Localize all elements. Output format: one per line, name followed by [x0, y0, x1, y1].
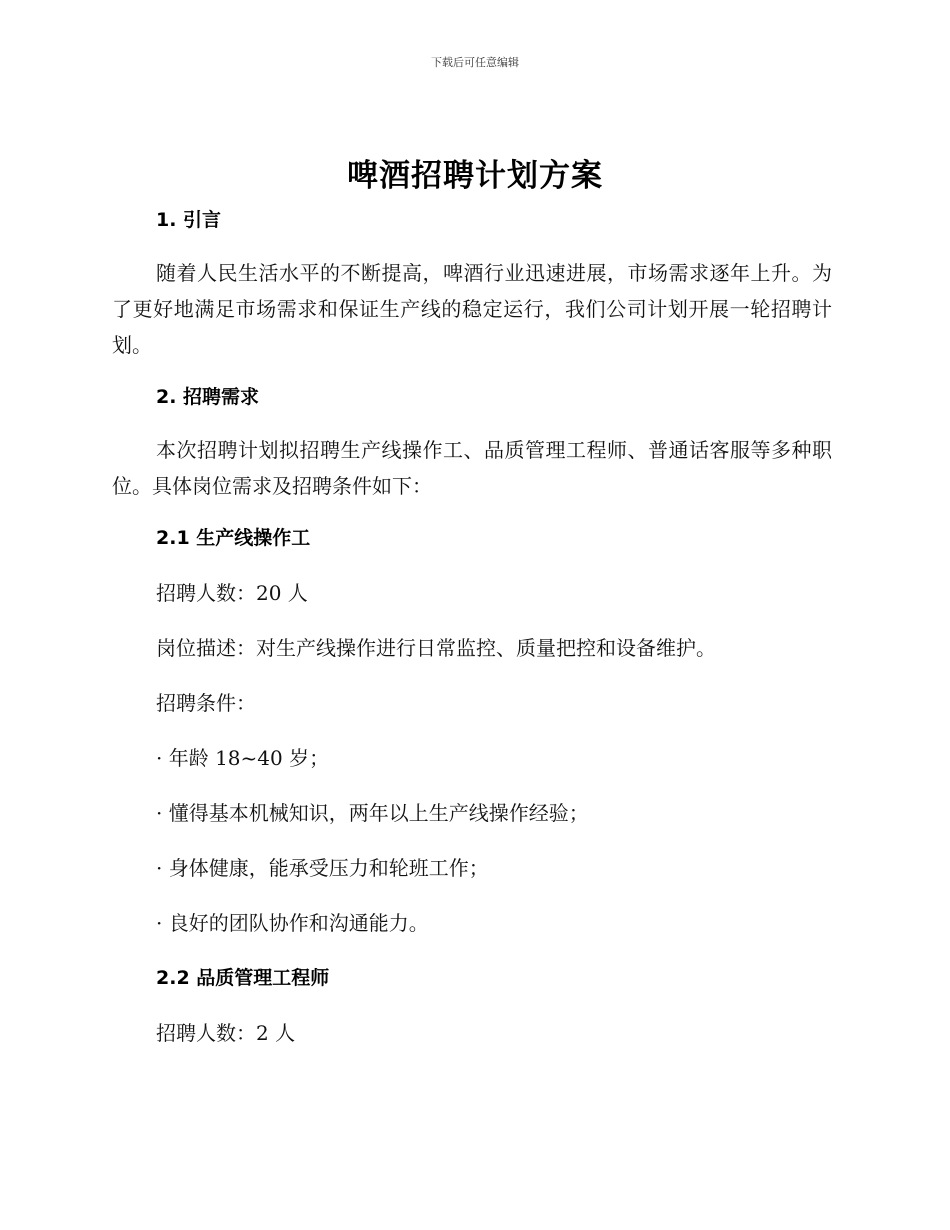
document-title: 啤酒招聘计划方案	[347, 158, 603, 194]
operator-conditions-label: 招聘条件：	[156, 691, 256, 715]
list-item: · 年龄 18~40 岁；	[156, 746, 330, 770]
section-heading-needs: 2. 招聘需求	[156, 386, 260, 408]
section-heading-operator: 2.1 生产线操作工	[156, 527, 311, 549]
needs-paragraph: 本次招聘计划拟招聘生产线操作工、品质管理工程师、普通话客服等多种职位。具体岗位需求及招聘条件如下：	[112, 438, 832, 498]
list-item: · 身体健康，能承受压力和轮班工作；	[156, 856, 489, 880]
list-item: · 良好的团队协作和沟通能力。	[156, 911, 429, 935]
operator-description: 岗位描述：对生产线操作进行日常监控、质量把控和设备维护。	[156, 636, 716, 660]
operator-headcount: 招聘人数：20 人	[156, 581, 308, 605]
list-item: · 懂得基本机械知识，两年以上生产线操作经验；	[156, 801, 589, 825]
intro-paragraph: 随着人民生活水平的不断提高，啤酒行业迅速进展，市场需求逐年上升。为了更好地满足市场需求和保证生产线的稳定运行，我们公司计划开展一轮招聘计划。	[112, 261, 832, 357]
document-body	[112, 200, 832, 1068]
section-heading-intro: 1. 引言	[156, 209, 222, 231]
header-note: 下载后可任意编辑	[431, 56, 519, 69]
qa-headcount: 招聘人数：2 人	[156, 1021, 296, 1045]
section-heading-qa: 2.2 品质管理工程师	[156, 967, 330, 989]
